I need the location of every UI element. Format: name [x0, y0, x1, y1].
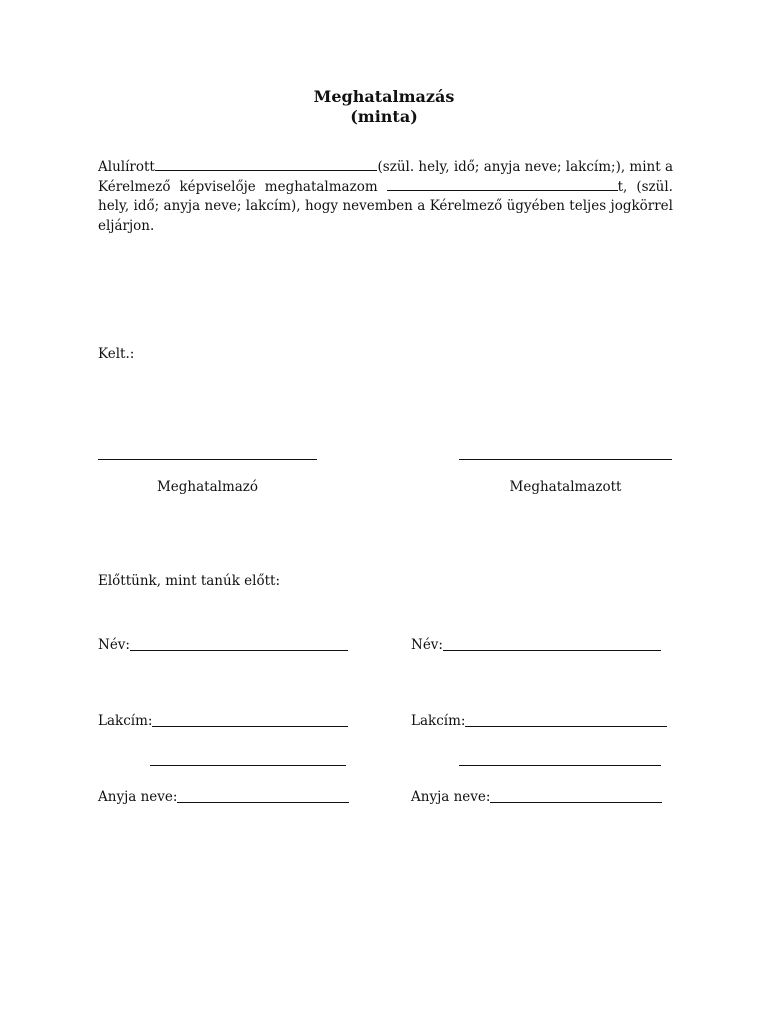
paragraph-text: meghatalmazom [264, 179, 378, 195]
paragraph-text: Kérelmező [98, 179, 171, 195]
witness2-name-field [411, 636, 661, 654]
witness-intro: Előttünk, mint tanúk előtt: [98, 573, 280, 589]
witness2-address-field [411, 712, 667, 730]
witness2-mother-field [411, 788, 662, 806]
blank-line-principal [155, 156, 377, 171]
document-title: Meghatalmazás [313, 87, 455, 106]
paragraph-line-4: eljárjon. [98, 218, 155, 234]
signature-line-right [459, 459, 672, 460]
witness2-address-blank-2 [459, 765, 661, 766]
witness1-mother-label: Anyja neve: [98, 789, 178, 805]
body-paragraph [98, 156, 673, 236]
signer-right-label: Meghatalmazott [509, 479, 622, 495]
paragraph-text: (szül. [636, 179, 673, 195]
witness1-name-field [98, 636, 348, 654]
paragraph-line-1 [98, 156, 673, 176]
witness1-address-blank [152, 713, 348, 727]
witness2-address-label: Lakcím: [411, 713, 466, 729]
date-label: Kelt.: [98, 346, 135, 362]
witness2-mother-blank [490, 789, 662, 803]
witness1-address-label: Lakcím: [98, 713, 153, 729]
paragraph-line-2 [98, 176, 673, 196]
witness1-name-label: Név: [98, 637, 130, 653]
witness1-mother-field [98, 788, 349, 806]
paragraph-line-3: hely, idő; anyja neve; lakcím), hogy nevemben a Kérelmező ügyében teljes jogkörrel [98, 198, 673, 214]
blank-with-suffix [387, 176, 628, 197]
paragraph-text: képviselője [179, 179, 256, 195]
signature-line-left [98, 459, 317, 460]
signer-left-label: Meghatalmazó [156, 479, 259, 495]
witness2-name-blank [443, 637, 661, 651]
witness1-mother-blank [177, 789, 349, 803]
witness1-name-blank [130, 637, 348, 651]
witness1-address-blank-2 [150, 765, 346, 766]
paragraph-text: (szül. hely, idő; anyja neve; lakcím;), mint a [377, 159, 673, 175]
paragraph-text: t, [617, 179, 628, 195]
witness2-address-blank [465, 713, 667, 727]
blank-line-agent [387, 176, 618, 191]
paragraph-text: Alulírott [98, 159, 155, 175]
witness2-name-label: Név: [411, 637, 443, 653]
witness1-address-field [98, 712, 348, 730]
witness2-mother-label: Anyja neve: [411, 789, 491, 805]
document-subtitle: (minta) [350, 107, 418, 126]
